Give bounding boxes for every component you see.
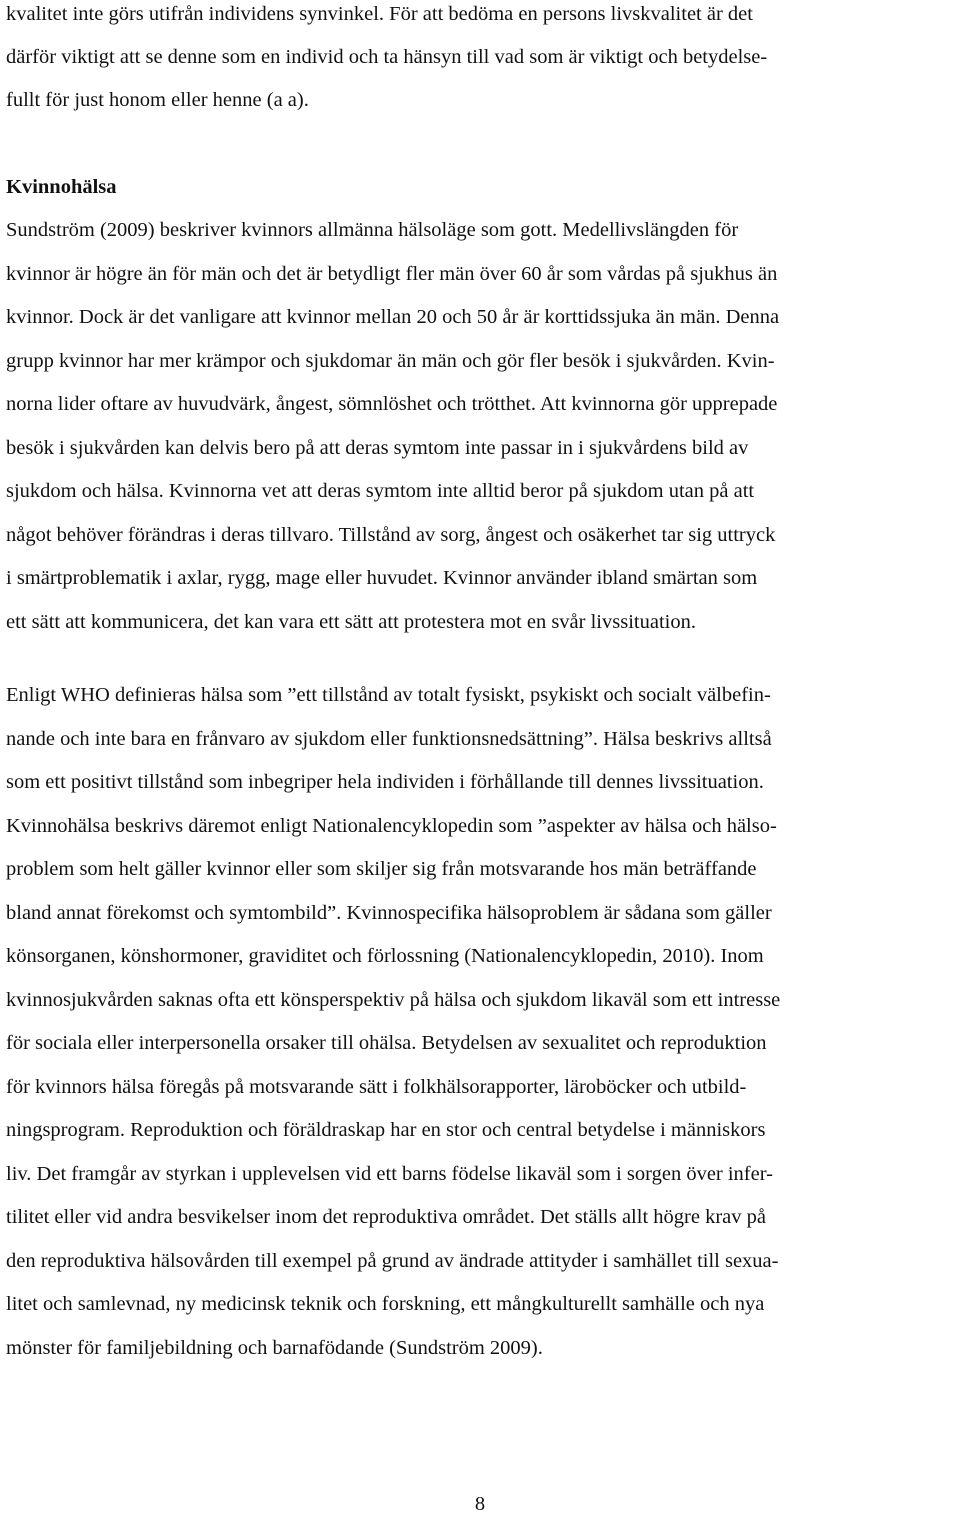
paragraph-line: liv. Det framgår av styrkan i upplevelsen vid ett barns födelse likaväl som i sorgen över infer- [6, 1163, 773, 1185]
paragraph-line: norna lider oftare av huvudvärk, ångest, sömnlöshet och trötthet. Att kvinnorna gör upprepade [6, 393, 778, 415]
paragraph-line: nande och inte bara en frånvaro av sjukdom eller funktionsnedsättning”. Hälsa beskrivs alltså [6, 728, 772, 750]
paragraph-line: kvinnor är högre än för män och det är betydligt fler män över 60 år som vårdas på sjukhus än [6, 263, 778, 285]
paragraph-line: problem som helt gäller kvinnor eller som skiljer sig från motsvarande hos män beträffande [6, 858, 757, 880]
paragraph-line: kvinnor. Dock är det vanligare att kvinnor mellan 20 och 50 år är korttidssjuka än män. Denna [6, 306, 780, 328]
intro-line: kvalitet inte görs utifrån individens synvinkel. För att bedöma en persons livskvalitet är det [6, 3, 753, 25]
paragraph-line: Enligt WHO definieras hälsa som ”ett tillstånd av totalt fysiskt, psykiskt och socialt välbefin- [6, 684, 771, 706]
paragraph-line: mönster för familjebildning och barnafödande (Sundström 2009). [6, 1337, 543, 1359]
intro-line: därför viktigt att se denne som en individ och ta hänsyn till vad som är viktigt och betydelse- [6, 46, 768, 68]
paragraph-line: ett sätt att kommunicera, det kan vara ett sätt att protestera mot en svår livssituation. [6, 611, 696, 633]
paragraph-line: den reproduktiva hälsovården till exempel på grund av ändrade attityder i samhället till sexua- [6, 1250, 779, 1272]
paragraph-line: ningsprogram. Reproduktion och föräldraskap har en stor och central betydelse i människors [6, 1119, 766, 1141]
paragraph-line: grupp kvinnor har mer krämpor och sjukdomar än män och gör fler besök i sjukvården. Kvin- [6, 350, 775, 372]
paragraph-line: kvinnosjukvården saknas ofta ett könsperspektiv på hälsa och sjukdom likaväl som ett intresse [6, 989, 781, 1011]
paragraph-line: som ett positivt tillstånd som inbegriper hela individen i förhållande till dennes livssituation. [6, 771, 764, 793]
intro-line: fullt för just honom eller henne (a a). [6, 89, 309, 111]
paragraph-line: tilitet eller vid andra besvikelser inom det reproduktiva området. Det ställs allt högre krav på [6, 1206, 766, 1228]
paragraph-line: sjukdom och hälsa. Kvinnorna vet att deras symtom inte alltid beror på sjukdom utan på att [6, 480, 755, 502]
paragraph-line: könsorganen, könshormoner, graviditet och förlossning (Nationalencyklopedin, 2010). Inom [6, 945, 764, 967]
page-number: 8 [474, 1493, 486, 1515]
paragraph-line: besök i sjukvården kan delvis bero på att deras symtom inte passar in i sjukvårdens bild av [6, 437, 749, 459]
paragraph-line: något behöver förändras i deras tillvaro. Tillstånd av sorg, ångest och osäkerhet tar sig uttryck [6, 524, 776, 546]
section-heading: Kvinnohälsa [6, 176, 117, 198]
paragraph-line: för sociala eller interpersonella orsaker till ohälsa. Betydelsen av sexualitet och reproduktion [6, 1032, 767, 1054]
paragraph-line: Kvinnohälsa beskrivs däremot enligt Nationalencyklopedin som ”aspekter av hälsa och hälso- [6, 815, 777, 837]
paragraph-line: Sundström (2009) beskriver kvinnors allmänna hälsoläge som gott. Medellivslängden för [6, 219, 739, 241]
paragraph-line: i smärtproblematik i axlar, rygg, mage eller huvudet. Kvinnor använder ibland smärtan som [6, 567, 758, 589]
paragraph-line: litet och samlevnad, ny medicinsk teknik och forskning, ett mångkulturellt samhälle och nya [6, 1293, 765, 1315]
paragraph-line: bland annat förekomst och symtombild”. Kvinnospecifika hälsoproblem är sådana som gäller [6, 902, 772, 924]
paragraph-line: för kvinnors hälsa föregås på motsvarande sätt i folkhälsorapporter, läroböcker och utbild- [6, 1076, 747, 1098]
